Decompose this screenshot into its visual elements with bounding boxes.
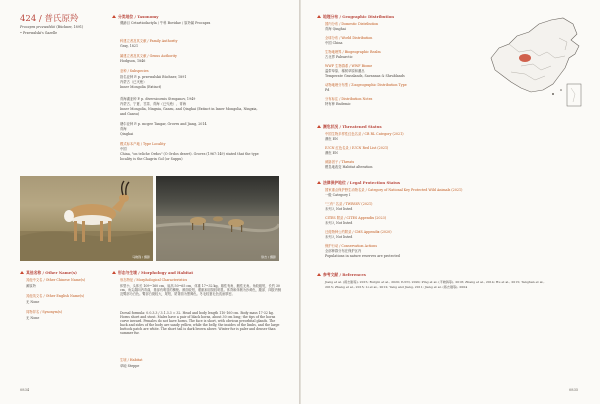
protection-header: 法律保护地位 / Legal Protection Status (317, 180, 400, 186)
world-value: 中国 China (325, 41, 343, 45)
species-title: 424 / 普氏原羚 (20, 14, 79, 24)
domestic-value: 青海 Qinghai (325, 27, 346, 31)
wwf-value-cn: 温带草原、稀树草原和灌丛 (325, 69, 365, 73)
range-highlight (519, 54, 531, 62)
taxonomy-header: 分类地位 / Taxonomy (112, 14, 158, 20)
cites-value: 未列入 Not listed (325, 221, 353, 225)
iucn-label: IUCN 红色名录 / IUCN Red List (2021) (325, 146, 389, 150)
wwf-label: WWF 生物群系 / WWF Biome (325, 64, 373, 68)
conservation-label: 保护行动 / Conservation Actions (325, 244, 378, 248)
type-locality-label: 模式标本产地 / Type Locality (120, 142, 166, 146)
synonym-value: 无 None (26, 316, 40, 320)
cbr-label: 中国生物多样性红色名录 / CB RL Category (2021) (325, 132, 404, 136)
other-english-label: 其他英文名 / Other English Name(s) (26, 294, 85, 298)
family-authority-label: 科建立者及其文献 / Family Authority (120, 39, 178, 43)
national-value: 一级 Category I (325, 193, 351, 197)
right-page-number: 0835 (569, 388, 579, 392)
references-line-2: 2015; Zhang et al., 2015; Li et al., 2012; Yang and Jiang, 2011; Jiang et al. (蒋志刚等), 2004 (325, 285, 468, 289)
photo-2-caption: 徐吉 / 摄影 (261, 255, 276, 259)
morphology-cn-text: 体型小，头体长 109~160 cm，肩高 50~65 cm，体重 17~32 kg。雄性有角，雌性无角。角较粗短，长约 30 cm，角尖端向内弯曲，基部有明显的横棱。颜面较短，眼眶和泪窝较明显。体背和体侧为沙黄色，腹部、四肢内侧及臀部为白色。臀部白斑较大，尾短，尾背面为黑褐色。冬毛较夏毛色浅而厚密。 (120, 284, 281, 297)
other-chinese-value: 滩原羚 (26, 284, 36, 288)
tb-label: "三有" 名录 / TWRSSV (2021) (325, 202, 373, 206)
author-text: (Büchner, 1891) (56, 25, 84, 29)
subspecies-1-range: 内蒙古（已灭绝） (120, 80, 147, 84)
habitat-label: 生境 / Habitat (120, 358, 143, 362)
triangle-icon (317, 125, 321, 128)
gazelle-photo-1 (20, 176, 153, 261)
cms-value: 未列入 Not listed (325, 235, 353, 239)
gazelle-group-illustration (156, 176, 279, 261)
china-outline (491, 18, 579, 92)
photo-1-caption: 马晓锋 / 摄影 (132, 255, 150, 259)
subspecies-label: 亚种 / Subspecies (120, 69, 149, 73)
conservation-value-cn: 全部种群分布在保护区内 (325, 249, 362, 253)
genus-authority-label: 属建立者及其文献 / Genus Authority (120, 54, 177, 58)
triangle-icon (112, 15, 116, 18)
subspecies-2: 青海湖亚种 P. p. diversicornis Stroganov, 1949 (120, 97, 196, 101)
english-name: • Przewalski's Gazelle (20, 31, 58, 35)
national-label: 国家重点保护野生动物名录 / Category of National Key Protected Wild Animals (2021) (325, 188, 463, 192)
domestic-label: 国内分布 / Domestic Distribution (325, 22, 379, 26)
triangle-icon (317, 273, 321, 276)
gazelle-photo-2 (156, 176, 279, 261)
wwf-value-en: Temperate Grasslands, Savannas & Shrublands (325, 74, 405, 78)
subspecies-3-range: 青海 (120, 127, 127, 131)
right-page (301, 0, 600, 404)
left-page-number: 0834 (20, 388, 30, 392)
south-china-sea-inset (567, 84, 581, 106)
tb-value: 未列入 Not listed (325, 207, 353, 211)
scientific-name-text: Procapra przewalskii (20, 25, 56, 29)
cbr-value: 濒危 EN (325, 137, 338, 141)
other-names-header: 其他名称 / Other Name(s) (20, 270, 77, 276)
subspecies-1: 指名亚种 P. p. przewalskii Büchner, 1891 (120, 75, 187, 79)
references-header: 参考文献 / References (317, 272, 366, 278)
note-label: 分布标注 / Distribution Notes (325, 97, 373, 101)
triangle-icon (317, 181, 321, 184)
realm-label: 生物地理界 / Biogeographic Realm (325, 50, 381, 54)
threats-value: 栖息地改变 Habitat alteration (325, 165, 373, 169)
triangle-icon (20, 271, 24, 274)
threat-header: 濒危状况 / Threatened Status (317, 124, 382, 130)
subspecies-3-en: Qinghai (120, 132, 134, 136)
subspecies-2-en-1: Inner Mongolia, Ningxia, Gansu, and Qinghai (Extinct in Inner Mongolia, Ningxia, (120, 107, 258, 111)
distribution-map (481, 10, 591, 110)
references-line-1: Jiang et al. (蒋志刚等), 2015; Burgin et al., 2020; IUCN, 2020; Ping et al. (平晓鸽等), 2018; Zhang et al., 2014; Hu et al., 2015; Tanghan et al., (325, 280, 545, 284)
other-english-value: 无 None (26, 300, 40, 304)
type-locality-note-2: locality is the Chagrin Gol (or Suppu) (120, 157, 183, 161)
synonym-label: 同物异名 / Synonym(s) (26, 310, 63, 314)
characteristics-label: 形态特征 / Morphological Characteristics (120, 278, 188, 282)
cites-label: CITES 附录 / CITES Appendix (2023) (325, 216, 386, 220)
zoo-label: 动物地理分布型 / Zoogeographic Distribution Type (325, 83, 407, 87)
morphology-header: 形态与生境 / Morphology and Habitat (112, 270, 193, 276)
type-locality-note: China, "on teliche Ordos" (O Ordos desert). Groves (1967:149) stated that the type (120, 152, 259, 156)
subspecies-2-en-2: and Gansu) (120, 112, 140, 116)
left-page (0, 0, 299, 404)
subspecies-1-en: Inner Mongolia (Extinct) (120, 85, 162, 89)
gazelle-illustration (20, 176, 153, 261)
habitat-value: 草地 Steppe (120, 364, 140, 368)
iucn-value: 濒危 EN (325, 151, 338, 155)
type-locality-value: 中国 (120, 147, 127, 151)
note-value: 特有种 Endemic (325, 102, 351, 106)
triangle-icon (112, 271, 116, 274)
threats-label: 威胁因子 / Threats (325, 160, 355, 164)
subspecies-3: 塘尔亚种 P. p. mcgee Tangar, Groves and Jiang, 2014 (120, 122, 207, 126)
realm-value: 古北界 Palearctic (325, 55, 353, 59)
family-authority-value: Gray, 1821 (120, 44, 139, 48)
cms-label: 迁徙物种公约附录 / CMS Appendix (2020) (325, 230, 392, 234)
distribution-header: 地理分布 / Geographic Distribution (317, 14, 394, 20)
morphology-en-text: Dorsal formula: 0.0.3.3 / 3.1.3.3 = 32. Head and body length 110-160 cm. Body mass 17-32 kg. Horns short and stout. Males have a pair of black horns, about 30 cm long; the tips of the horns curve inward. Females do not have horns. The face is short, with obvious preorbital glands. The back and sides of the body are sandy yellow, while the belly, the insides of the limbs, and the large buttock patch are white. The short tail is dark brown above. Winter fur is paler and denser than summer fur. (120, 311, 280, 336)
triangle-icon (317, 15, 321, 18)
world-label: 全球分布 / World Distribution (325, 36, 373, 40)
zoo-value: Pd (325, 88, 330, 92)
classification-text: 偶蹄目 Cetartiodactyla / 牛科 Bovidae / 原羚属 Procapra (120, 21, 211, 25)
scientific-name (20, 25, 83, 29)
conservation-value-en: Populations in nature reserves are protected (325, 254, 400, 258)
subspecies-2-range: 内蒙古、宁夏、甘肃、青海（已灭绝）、青海 (120, 102, 186, 106)
other-chinese-label: 其他中文名 / Other Chinese Name(s) (26, 278, 86, 282)
genus-authority-value: Hodgson, 1846 (120, 59, 146, 63)
